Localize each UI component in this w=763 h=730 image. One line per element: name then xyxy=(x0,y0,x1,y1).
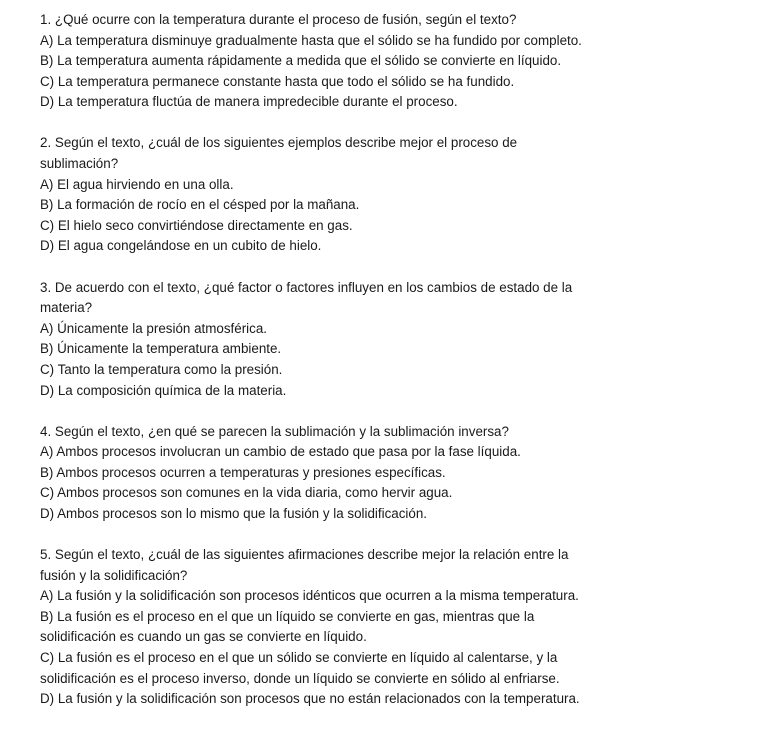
question-stem: 5. Según el texto, ¿cuál de las siguientes afirmaciones describe mejor la relación entre la xyxy=(40,547,569,563)
option-b: B) La temperatura aumenta rápidamente a medida que el sólido se convierte en líquido. xyxy=(40,53,562,69)
option-c: C) Tanto la temperatura como la presión. xyxy=(40,361,283,377)
option-b: B) La fusión es el proceso en el que un líquido se convierte en gas, mientras que la xyxy=(40,608,535,624)
question-stem-continued: fusión y la solidificación? xyxy=(40,567,188,583)
question-sheet xyxy=(40,10,755,730)
option-a: A) Únicamente la presión atmosférica. xyxy=(40,320,267,336)
question-5 xyxy=(40,545,755,710)
option-a: A) Ambos procesos involucran un cambio de estado que pasa por la fase líquida. xyxy=(40,444,521,460)
option-c: C) El hielo seco convirtiéndose directamente en gas. xyxy=(40,217,353,233)
option-b: B) La formación de rocío en el césped por la mañana. xyxy=(40,197,360,213)
option-d: D) Ambos procesos son lo mismo que la fusión y la solidificación. xyxy=(40,505,428,521)
question-3 xyxy=(40,278,755,402)
option-d: D) La fusión y la solidificación son procesos que no están relacionados con la temperatura. xyxy=(40,691,580,707)
option-a: A) La fusión y la solidificación son procesos idénticos que ocurren a la misma temperatura. xyxy=(40,588,579,604)
question-stem-continued: materia? xyxy=(40,300,93,316)
question-2 xyxy=(40,133,755,257)
question-stem-continued: sublimación? xyxy=(40,156,119,172)
question-1 xyxy=(40,10,755,113)
option-d: D) La temperatura fluctúa de manera impredecible durante el proceso. xyxy=(40,94,458,110)
question-stem: 1. ¿Qué ocurre con la temperatura durante el proceso de fusión, según el texto? xyxy=(40,12,517,27)
option-c: C) La fusión es el proceso en el que un sólido se convierte en líquido al calentarse, y la xyxy=(40,650,558,666)
question-4 xyxy=(40,422,755,525)
option-c: C) La temperatura permanece constante hasta que todo el sólido se ha fundido. xyxy=(40,73,515,89)
question-stem: 2. Según el texto, ¿cuál de los siguientes ejemplos describe mejor el proceso de xyxy=(40,135,518,151)
option-a: A) La temperatura disminuye gradualmente hasta que el sólido se ha fundido por completo. xyxy=(40,32,582,48)
question-stem: 4. Según el texto, ¿en qué se parecen la sublimación y la sublimación inversa? xyxy=(40,423,509,439)
option-b-continued: solidificación es cuando un gas se convierte en líquido. xyxy=(40,629,367,645)
question-stem: 3. De acuerdo con el texto, ¿qué factor o factores influyen en los cambios de estado de la xyxy=(40,279,573,295)
option-d: D) La composición química de la materia. xyxy=(40,382,287,398)
option-b: B) Únicamente la temperatura ambiente. xyxy=(40,341,282,357)
option-b: B) Ambos procesos ocurren a temperaturas y presiones específicas. xyxy=(40,464,446,480)
option-c-continued: solidificación es el proceso inverso, donde un líquido se convierte en sólido al enfriarse. xyxy=(40,670,560,686)
option-c: C) Ambos procesos son comunes en la vida diaria, como hervir agua. xyxy=(40,485,453,501)
option-d: D) El agua congelándose en un cubito de hielo. xyxy=(40,238,322,254)
option-a: A) El agua hirviendo en una olla. xyxy=(40,176,234,192)
